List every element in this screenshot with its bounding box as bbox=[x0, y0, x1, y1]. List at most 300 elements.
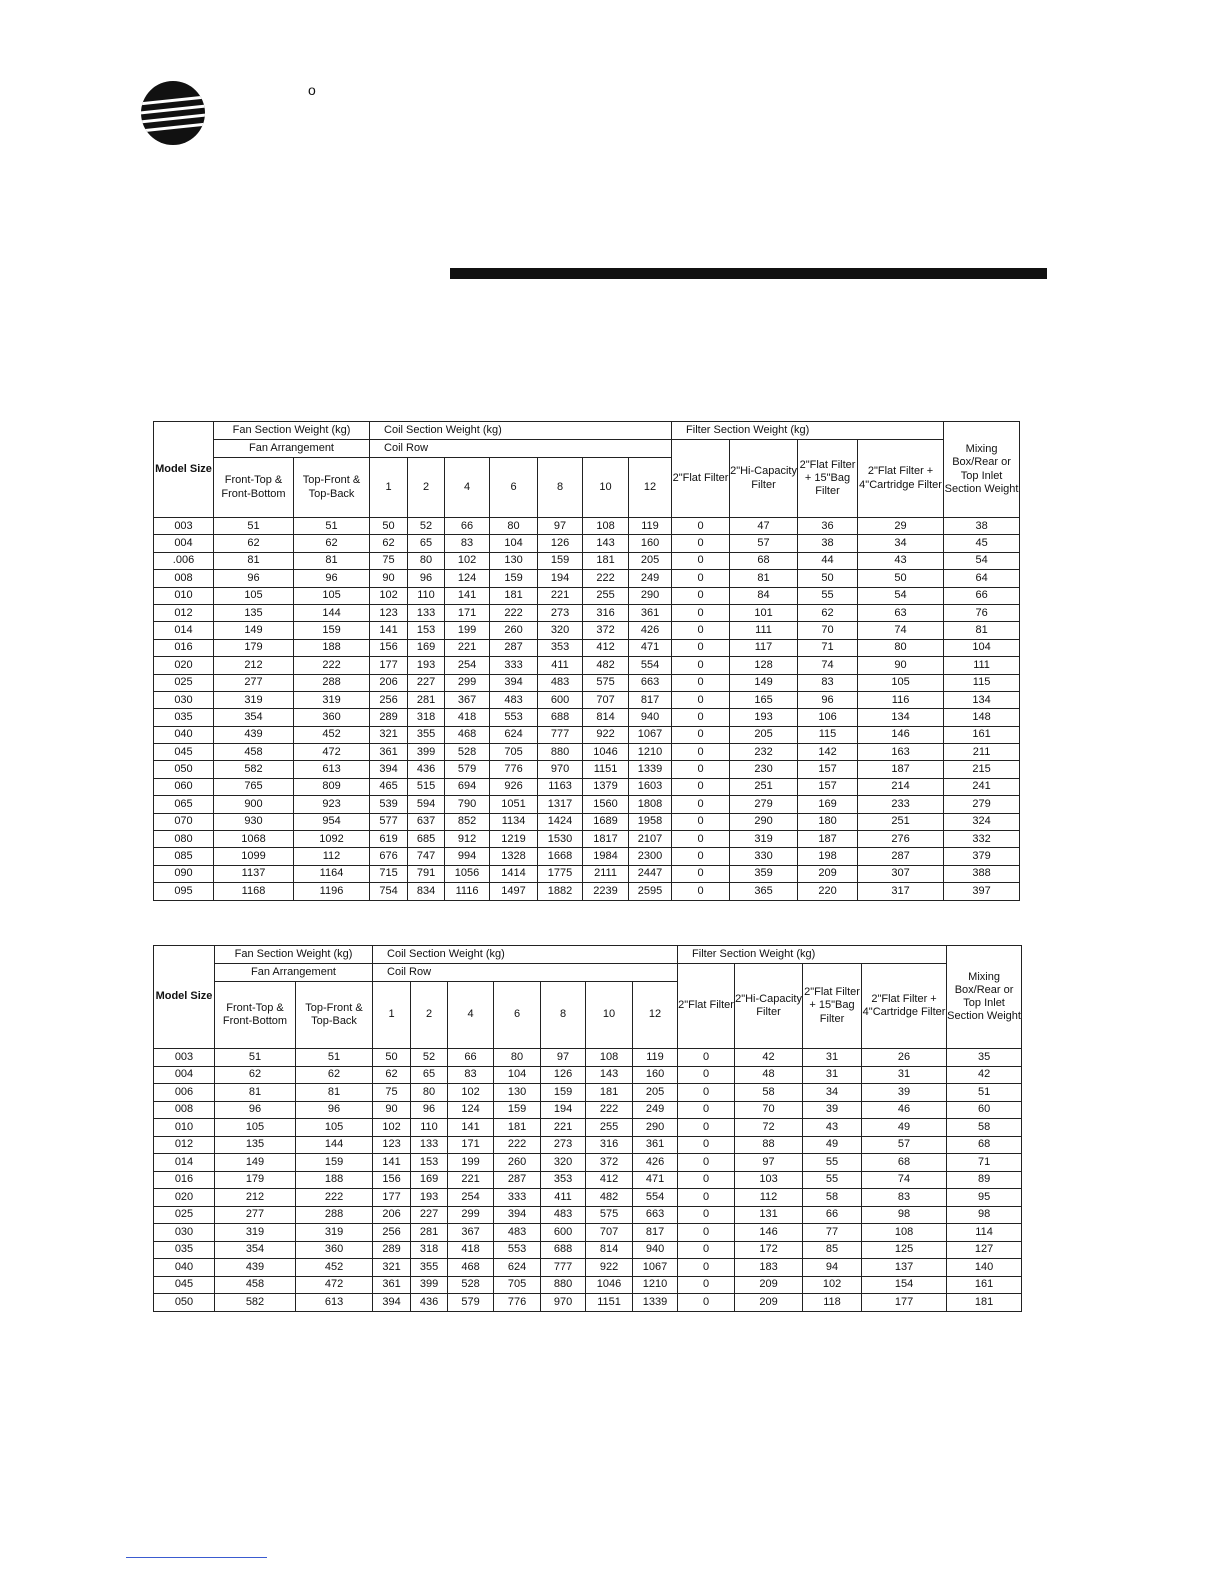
weight-cell: 1808 bbox=[629, 796, 672, 813]
weight-cell: 0 bbox=[678, 1136, 735, 1154]
weight-cell: 63 bbox=[858, 604, 944, 621]
weight-cell: 156 bbox=[370, 639, 408, 656]
table-row bbox=[154, 1189, 1022, 1207]
footer-link-underline bbox=[126, 1557, 267, 1558]
weight-cell: 211 bbox=[944, 744, 1020, 761]
weight-cell: 1339 bbox=[633, 1294, 678, 1312]
weight-cell: 212 bbox=[215, 1189, 296, 1207]
weight-cell: 161 bbox=[947, 1276, 1022, 1294]
weight-cell: 575 bbox=[586, 1206, 633, 1224]
weight-cell: 98 bbox=[862, 1206, 947, 1224]
weight-cell: 205 bbox=[629, 552, 672, 569]
weight-cell: 688 bbox=[541, 1241, 586, 1259]
weight-cell: 193 bbox=[408, 657, 445, 674]
table-row bbox=[154, 570, 1020, 587]
weight-cell: 117 bbox=[730, 639, 798, 656]
weight-cell: 1958 bbox=[629, 813, 672, 830]
weight-cell: 159 bbox=[494, 1101, 541, 1119]
weight-cell: 58 bbox=[803, 1189, 862, 1207]
weight-cell: 923 bbox=[294, 796, 370, 813]
weight-cell: 528 bbox=[445, 744, 490, 761]
col-filter-flat: 2"Flat Filter bbox=[672, 440, 730, 518]
weight-cell: 179 bbox=[214, 639, 294, 656]
weight-cell: 0 bbox=[672, 639, 730, 656]
weight-cell: 169 bbox=[411, 1171, 448, 1189]
weight-cell: 157 bbox=[798, 761, 858, 778]
weight-cell: 160 bbox=[629, 535, 672, 552]
model-size-cell: 008 bbox=[154, 1101, 215, 1119]
weight-cell: 260 bbox=[494, 1154, 541, 1172]
section-title-bar bbox=[450, 268, 1047, 279]
weight-cell: 188 bbox=[296, 1171, 373, 1189]
weight-cell: 426 bbox=[629, 622, 672, 639]
weight-cell: 367 bbox=[448, 1224, 494, 1242]
weight-cell: 353 bbox=[538, 639, 583, 656]
col-fan-top-front: Top-Front & Top-Back bbox=[296, 982, 373, 1049]
col-fan-section: Fan Section Weight (kg) bbox=[214, 422, 370, 440]
weight-cell: 66 bbox=[944, 587, 1020, 604]
weight-cell: 0 bbox=[672, 813, 730, 830]
weight-cell: 251 bbox=[730, 778, 798, 795]
weight-cell: 66 bbox=[445, 518, 490, 535]
weight-cell: 814 bbox=[586, 1241, 633, 1259]
weight-cell: 199 bbox=[448, 1154, 494, 1172]
weight-cell: 68 bbox=[862, 1154, 947, 1172]
weight-cell: 0 bbox=[672, 691, 730, 708]
model-size-cell: 040 bbox=[154, 726, 214, 743]
weight-cell: 97 bbox=[538, 518, 583, 535]
weight-cell: 637 bbox=[408, 813, 445, 830]
weight-cell: 0 bbox=[672, 552, 730, 569]
weight-cell: 0 bbox=[678, 1294, 735, 1312]
weight-cell: 241 bbox=[944, 778, 1020, 795]
weight-cell: 169 bbox=[408, 639, 445, 656]
weight-cell: 0 bbox=[672, 796, 730, 813]
weight-cell: 83 bbox=[448, 1066, 494, 1084]
weight-cell: 930 bbox=[214, 813, 294, 830]
weight-cell: 458 bbox=[215, 1276, 296, 1294]
col-coil-row-4: 4 bbox=[448, 982, 494, 1049]
weight-cell: 206 bbox=[370, 674, 408, 691]
weight-cell: 579 bbox=[448, 1294, 494, 1312]
weight-cell: 58 bbox=[735, 1084, 803, 1102]
weight-cell: 104 bbox=[490, 535, 538, 552]
weight-cell: 307 bbox=[858, 865, 944, 882]
weight-cell: 104 bbox=[944, 639, 1020, 656]
weight-cell: 54 bbox=[858, 587, 944, 604]
weight-cell: 94 bbox=[803, 1259, 862, 1277]
weight-cell: 177 bbox=[373, 1189, 411, 1207]
col-coil-row-12: 12 bbox=[629, 458, 672, 518]
weight-table-2 bbox=[153, 945, 1022, 1312]
weight-cell: 232 bbox=[730, 744, 798, 761]
weight-cell: 128 bbox=[730, 657, 798, 674]
weight-cell: 84 bbox=[730, 587, 798, 604]
weight-cell: 814 bbox=[583, 709, 629, 726]
degree-mark: o bbox=[308, 82, 316, 98]
weight-cell: 439 bbox=[215, 1259, 296, 1277]
weight-cell: 70 bbox=[798, 622, 858, 639]
model-size-cell: 030 bbox=[154, 1224, 215, 1242]
weight-cell: 436 bbox=[411, 1294, 448, 1312]
weight-cell: 0 bbox=[672, 587, 730, 604]
weight-cell: 256 bbox=[373, 1224, 411, 1242]
weight-cell: 105 bbox=[214, 587, 294, 604]
weight-cell: 222 bbox=[490, 604, 538, 621]
weight-cell: 0 bbox=[678, 1066, 735, 1084]
weight-cell: 85 bbox=[803, 1241, 862, 1259]
weight-cell: 51 bbox=[214, 518, 294, 535]
weight-cell: 254 bbox=[448, 1189, 494, 1207]
table-row bbox=[154, 535, 1020, 552]
weight-cell: 333 bbox=[494, 1189, 541, 1207]
weight-cell: 187 bbox=[798, 831, 858, 848]
weight-cell: 0 bbox=[678, 1206, 735, 1224]
weight-cell: 148 bbox=[944, 709, 1020, 726]
weight-cell: 221 bbox=[445, 639, 490, 656]
weight-cell: 116 bbox=[858, 691, 944, 708]
weight-cell: 2300 bbox=[629, 848, 672, 865]
weight-cell: 320 bbox=[538, 622, 583, 639]
weight-cell: 1339 bbox=[629, 761, 672, 778]
weight-cell: 361 bbox=[633, 1136, 678, 1154]
weight-cell: 663 bbox=[633, 1206, 678, 1224]
weight-cell: 104 bbox=[494, 1066, 541, 1084]
weight-cell: 0 bbox=[678, 1154, 735, 1172]
col-model-size: Model Size bbox=[154, 946, 215, 1049]
weight-cell: 38 bbox=[944, 518, 1020, 535]
weight-cell: 141 bbox=[445, 587, 490, 604]
weight-cell: 579 bbox=[445, 761, 490, 778]
weight-cell: 34 bbox=[858, 535, 944, 552]
weight-cell: 922 bbox=[583, 726, 629, 743]
weight-cell: 51 bbox=[296, 1049, 373, 1067]
weight-cell: 64 bbox=[944, 570, 1020, 587]
weight-cell: 81 bbox=[294, 552, 370, 569]
weight-cell: 318 bbox=[411, 1241, 448, 1259]
weight-cell: 418 bbox=[448, 1241, 494, 1259]
weight-cell: 809 bbox=[294, 778, 370, 795]
weight-cell: 130 bbox=[490, 552, 538, 569]
weight-cell: 62 bbox=[373, 1066, 411, 1084]
weight-cell: 209 bbox=[798, 865, 858, 882]
weight-cell: 0 bbox=[678, 1084, 735, 1102]
weight-cell: 0 bbox=[678, 1189, 735, 1207]
weight-cell: 0 bbox=[672, 778, 730, 795]
table-row bbox=[154, 691, 1020, 708]
weight-cell: 471 bbox=[629, 639, 672, 656]
col-coil-row-12: 12 bbox=[633, 982, 678, 1049]
weight-cell: 123 bbox=[370, 604, 408, 621]
weight-cell: 694 bbox=[445, 778, 490, 795]
weight-cell: 471 bbox=[633, 1171, 678, 1189]
weight-cell: 90 bbox=[858, 657, 944, 674]
weight-cell: 187 bbox=[858, 761, 944, 778]
model-size-cell: 030 bbox=[154, 691, 214, 708]
weight-cell: 0 bbox=[672, 744, 730, 761]
weight-cell: 127 bbox=[947, 1241, 1022, 1259]
table-row bbox=[154, 1224, 1022, 1242]
weight-cell: 319 bbox=[214, 691, 294, 708]
col-fan-top-front: Top-Front & Top-Back bbox=[294, 458, 370, 518]
weight-cell: 281 bbox=[408, 691, 445, 708]
model-size-cell: 035 bbox=[154, 1241, 215, 1259]
weight-cell: 146 bbox=[735, 1224, 803, 1242]
weight-cell: 0 bbox=[672, 883, 730, 900]
model-size-cell: 016 bbox=[154, 1171, 215, 1189]
weight-cell: 133 bbox=[411, 1136, 448, 1154]
weight-cell: 144 bbox=[296, 1136, 373, 1154]
weight-cell: 1067 bbox=[633, 1259, 678, 1277]
weight-cell: 290 bbox=[730, 813, 798, 830]
table-row bbox=[154, 657, 1020, 674]
weight-cell: 0 bbox=[672, 726, 730, 743]
weight-cell: 90 bbox=[373, 1101, 411, 1119]
weight-cell: 81 bbox=[214, 552, 294, 569]
weight-cell: 289 bbox=[370, 709, 408, 726]
weight-cell: 1219 bbox=[490, 831, 538, 848]
weight-cell: 181 bbox=[490, 587, 538, 604]
table-row bbox=[154, 744, 1020, 761]
weight-cell: 321 bbox=[370, 726, 408, 743]
weight-cell: 0 bbox=[678, 1241, 735, 1259]
weight-cell: 287 bbox=[490, 639, 538, 656]
weight-cell: 198 bbox=[798, 848, 858, 865]
col-filter-bag: 2"Flat Filter + 15"Bag Filter bbox=[803, 964, 862, 1049]
col-coil-row-8: 8 bbox=[538, 458, 583, 518]
table-row bbox=[154, 639, 1020, 656]
weight-cell: 472 bbox=[294, 744, 370, 761]
weight-cell: 74 bbox=[798, 657, 858, 674]
weight-cell: 1414 bbox=[490, 865, 538, 882]
weight-cell: 1775 bbox=[538, 865, 583, 882]
weight-cell: 412 bbox=[583, 639, 629, 656]
weight-cell: 96 bbox=[294, 570, 370, 587]
weight-cell: 954 bbox=[294, 813, 370, 830]
weight-cell: 74 bbox=[858, 622, 944, 639]
weight-cell: 0 bbox=[672, 604, 730, 621]
weight-cell: 1882 bbox=[538, 883, 583, 900]
weight-cell: 222 bbox=[296, 1189, 373, 1207]
col-coil-section: Coil Section Weight (kg) bbox=[373, 946, 678, 964]
weight-cell: 256 bbox=[370, 691, 408, 708]
weight-cell: 458 bbox=[214, 744, 294, 761]
weight-cell: 394 bbox=[373, 1294, 411, 1312]
weight-cell: 926 bbox=[490, 778, 538, 795]
col-fan-front-top: Front-Top & Front-Bottom bbox=[214, 458, 294, 518]
weight-cell: 273 bbox=[538, 604, 583, 621]
weight-cell: 47 bbox=[730, 518, 798, 535]
weight-cell: 222 bbox=[494, 1136, 541, 1154]
weight-cell: 221 bbox=[448, 1171, 494, 1189]
weight-cell: 554 bbox=[629, 657, 672, 674]
model-size-cell: 004 bbox=[154, 1066, 215, 1084]
weight-cell: 279 bbox=[944, 796, 1020, 813]
model-size-cell: 065 bbox=[154, 796, 214, 813]
weight-cell: 177 bbox=[370, 657, 408, 674]
weight-cell: 624 bbox=[490, 726, 538, 743]
col-coil-row-10: 10 bbox=[583, 458, 629, 518]
weight-cell: 613 bbox=[294, 761, 370, 778]
weight-cell: 317 bbox=[858, 883, 944, 900]
model-size-cell: 070 bbox=[154, 813, 214, 830]
weight-cell: 940 bbox=[629, 709, 672, 726]
weight-cell: 110 bbox=[411, 1119, 448, 1137]
weight-cell: 0 bbox=[672, 761, 730, 778]
weight-cell: 287 bbox=[858, 848, 944, 865]
weight-cell: 81 bbox=[944, 622, 1020, 639]
weight-cell: 105 bbox=[294, 587, 370, 604]
model-size-cell: 035 bbox=[154, 709, 214, 726]
weight-cell: 222 bbox=[294, 657, 370, 674]
model-size-cell: 025 bbox=[154, 1206, 215, 1224]
model-size-cell: 010 bbox=[154, 1119, 215, 1137]
weight-cell: 159 bbox=[490, 570, 538, 587]
weight-cell: 483 bbox=[541, 1206, 586, 1224]
weight-cell: 119 bbox=[633, 1049, 678, 1067]
weight-cell: 1984 bbox=[583, 848, 629, 865]
weight-cell: 0 bbox=[672, 848, 730, 865]
weight-cell: 42 bbox=[735, 1049, 803, 1067]
weight-cell: 1068 bbox=[214, 831, 294, 848]
weight-cell: 83 bbox=[862, 1189, 947, 1207]
weight-cell: 227 bbox=[408, 674, 445, 691]
weight-cell: 31 bbox=[862, 1066, 947, 1084]
weight-cell: 333 bbox=[490, 657, 538, 674]
weight-cell: 149 bbox=[215, 1154, 296, 1172]
weight-cell: 354 bbox=[214, 709, 294, 726]
weight-cell: 143 bbox=[586, 1066, 633, 1084]
weight-cell: 332 bbox=[944, 831, 1020, 848]
col-model-size: Model Size bbox=[154, 422, 214, 518]
weight-cell: 110 bbox=[408, 587, 445, 604]
weight-cell: 594 bbox=[408, 796, 445, 813]
weight-cell: 57 bbox=[862, 1136, 947, 1154]
weight-cell: 165 bbox=[730, 691, 798, 708]
weight-cell: 1151 bbox=[586, 1294, 633, 1312]
weight-cell: 1817 bbox=[583, 831, 629, 848]
weight-cell: 51 bbox=[294, 518, 370, 535]
weight-cell: 1497 bbox=[490, 883, 538, 900]
weight-cell: 418 bbox=[445, 709, 490, 726]
weight-cell: 1116 bbox=[445, 883, 490, 900]
weight-cell: 96 bbox=[215, 1101, 296, 1119]
weight-cell: 118 bbox=[803, 1294, 862, 1312]
weight-cell: 465 bbox=[370, 778, 408, 795]
weight-cell: 289 bbox=[373, 1241, 411, 1259]
weight-cell: 319 bbox=[730, 831, 798, 848]
weight-cell: 372 bbox=[583, 622, 629, 639]
col-coil-row-6: 6 bbox=[490, 458, 538, 518]
weight-cell: 554 bbox=[633, 1189, 678, 1207]
weight-cell: 83 bbox=[798, 674, 858, 691]
col-coil-row: Coil Row bbox=[370, 440, 672, 458]
company-logo bbox=[140, 80, 206, 146]
weight-cell: 96 bbox=[408, 570, 445, 587]
weight-cell: 209 bbox=[735, 1294, 803, 1312]
weight-cell: 817 bbox=[629, 691, 672, 708]
weight-cell: 2595 bbox=[629, 883, 672, 900]
table-row bbox=[154, 778, 1020, 795]
weight-cell: 528 bbox=[448, 1276, 494, 1294]
weight-cell: 426 bbox=[633, 1154, 678, 1172]
model-size-cell: 006 bbox=[154, 1084, 215, 1102]
weight-cell: 52 bbox=[411, 1049, 448, 1067]
table-row bbox=[154, 1259, 1022, 1277]
table-row bbox=[154, 813, 1020, 830]
weight-cell: 125 bbox=[862, 1241, 947, 1259]
col-coil-row-8: 8 bbox=[541, 982, 586, 1049]
weight-cell: 287 bbox=[494, 1171, 541, 1189]
weight-cell: 39 bbox=[862, 1084, 947, 1102]
weight-cell: 55 bbox=[803, 1154, 862, 1172]
weight-cell: 105 bbox=[215, 1119, 296, 1137]
weight-cell: 131 bbox=[735, 1206, 803, 1224]
weight-cell: 707 bbox=[586, 1224, 633, 1242]
weight-cell: 153 bbox=[411, 1154, 448, 1172]
weight-cell: 70 bbox=[735, 1101, 803, 1119]
weight-cell: 43 bbox=[803, 1119, 862, 1137]
weight-cell: 105 bbox=[858, 674, 944, 691]
weight-cell: 452 bbox=[296, 1259, 373, 1277]
weight-cell: 160 bbox=[633, 1066, 678, 1084]
weight-cell: 96 bbox=[214, 570, 294, 587]
weight-cell: 181 bbox=[583, 552, 629, 569]
weight-cell: 102 bbox=[370, 587, 408, 604]
weight-cell: 747 bbox=[408, 848, 445, 865]
table-row bbox=[154, 1241, 1022, 1259]
weight-cell: 468 bbox=[448, 1259, 494, 1277]
weight-cell: 83 bbox=[445, 535, 490, 552]
weight-cell: 705 bbox=[490, 744, 538, 761]
weight-cell: 181 bbox=[947, 1294, 1022, 1312]
weight-cell: 600 bbox=[541, 1224, 586, 1242]
weight-cell: 707 bbox=[583, 691, 629, 708]
weight-cell: 970 bbox=[541, 1294, 586, 1312]
weight-cell: 321 bbox=[373, 1259, 411, 1277]
model-size-cell: 060 bbox=[154, 778, 214, 795]
weight-cell: 353 bbox=[541, 1171, 586, 1189]
table-row bbox=[154, 883, 1020, 900]
table-row bbox=[154, 796, 1020, 813]
weight-cell: 355 bbox=[408, 726, 445, 743]
table-row bbox=[154, 552, 1020, 569]
weight-cell: 103 bbox=[735, 1171, 803, 1189]
weight-cell: 163 bbox=[858, 744, 944, 761]
col-coil-row: Coil Row bbox=[373, 964, 678, 982]
col-coil-row-1: 1 bbox=[370, 458, 408, 518]
weight-cell: 260 bbox=[490, 622, 538, 639]
weight-cell: 72 bbox=[735, 1119, 803, 1137]
weight-cell: 112 bbox=[735, 1189, 803, 1207]
weight-cell: 399 bbox=[408, 744, 445, 761]
weight-cell: 0 bbox=[672, 709, 730, 726]
table-row bbox=[154, 709, 1020, 726]
weight-cell: 0 bbox=[678, 1171, 735, 1189]
weight-cell: 940 bbox=[633, 1241, 678, 1259]
weight-cell: 31 bbox=[803, 1049, 862, 1067]
weight-cell: 77 bbox=[803, 1224, 862, 1242]
weight-cell: 134 bbox=[858, 709, 944, 726]
weight-cell: 2111 bbox=[583, 865, 629, 882]
col-filter-cartridge: 2"Flat Filter + 4"Cartridge Filter bbox=[858, 440, 944, 518]
weight-cell: 66 bbox=[803, 1206, 862, 1224]
weight-cell: 135 bbox=[215, 1136, 296, 1154]
weight-cell: 255 bbox=[583, 587, 629, 604]
weight-cell: 624 bbox=[494, 1259, 541, 1277]
weight-cell: 776 bbox=[494, 1294, 541, 1312]
weight-cell: 1196 bbox=[294, 883, 370, 900]
